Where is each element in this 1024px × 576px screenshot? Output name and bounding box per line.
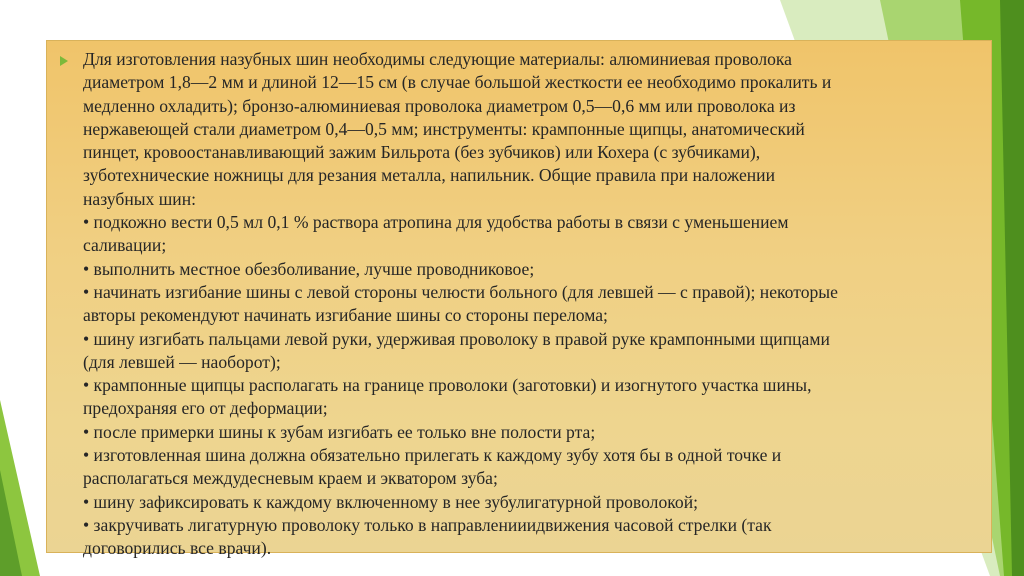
text-line: диаметром 1,8—2 мм и длиной 12—15 см (в случае большой жесткости ее необходимо прокалить и (83, 72, 832, 93)
text-line: • после примерки шины к зубам изгибать ее только вне полости рта; (83, 421, 596, 442)
text-line: • крампонные щипцы располагать на границе проволоки (заготовки) и изогнутого участка шины, (83, 375, 812, 396)
text-line: пинцет, кровоостанавливающий зажим Бильрота (без зубчиков) или Кохера (с зубчиками), (83, 142, 761, 163)
text-line: саливации; (83, 235, 167, 256)
text-line: • закручивать лигатурную проволоку только в направленииидвижения часовой стрелки (так (83, 514, 772, 535)
text-content-box (46, 40, 992, 559)
text-line: • изготовленная шина должна обязательно прилегать к каждому зубу хотя бы в одной точке и (83, 445, 782, 466)
triangle-bullet-icon (60, 56, 68, 66)
text-line: • шину зафиксировать к каждому включенному в нее зубулигатурной проволокой; (83, 491, 699, 512)
text-line: авторы рекомендуют начинать изгибание шины со стороны перелома; (83, 305, 608, 326)
text-line: (для левшей — наоборот); (83, 351, 281, 372)
text-line: • начинать изгибание шины с левой стороны челюсти больного (для левшей — с правой); некоторые (83, 281, 838, 302)
text-line: • выполнить местное обезболивание, лучше проводниковое; (83, 258, 535, 279)
text-line: медленно охладить); бронзо-алюминиевая проволока диаметром 0,5—0,6 мм или проволока из (83, 95, 796, 116)
text-line: • подкожно вести 0,5 мл 0,1 % раствора атропина для удобства работы в связи с уменьшением (83, 212, 789, 233)
text-line: нержавеющей стали диаметром 0,4—0,5 мм; инструменты: крампонные щипцы, анатомический (83, 118, 805, 139)
body-text (83, 48, 989, 561)
text-line: договорились все врачи). (83, 538, 272, 559)
text-line: располагаться междудесневым краем и экватором зуба; (83, 468, 498, 489)
text-line: Для изготовления назубных шин необходимы следующие материалы: алюминиевая проволока (83, 49, 792, 69)
text-line: предохраняя его от деформации; (83, 398, 328, 419)
text-line: назубных шин: (83, 188, 197, 209)
text-line: • шину изгибать пальцами левой руки, удерживая проволоку в правой руке крампонными щипцами (83, 328, 830, 349)
text-line: зуботехнические ножницы для резания металла, напильник. Общие правила при наложении (83, 165, 776, 186)
